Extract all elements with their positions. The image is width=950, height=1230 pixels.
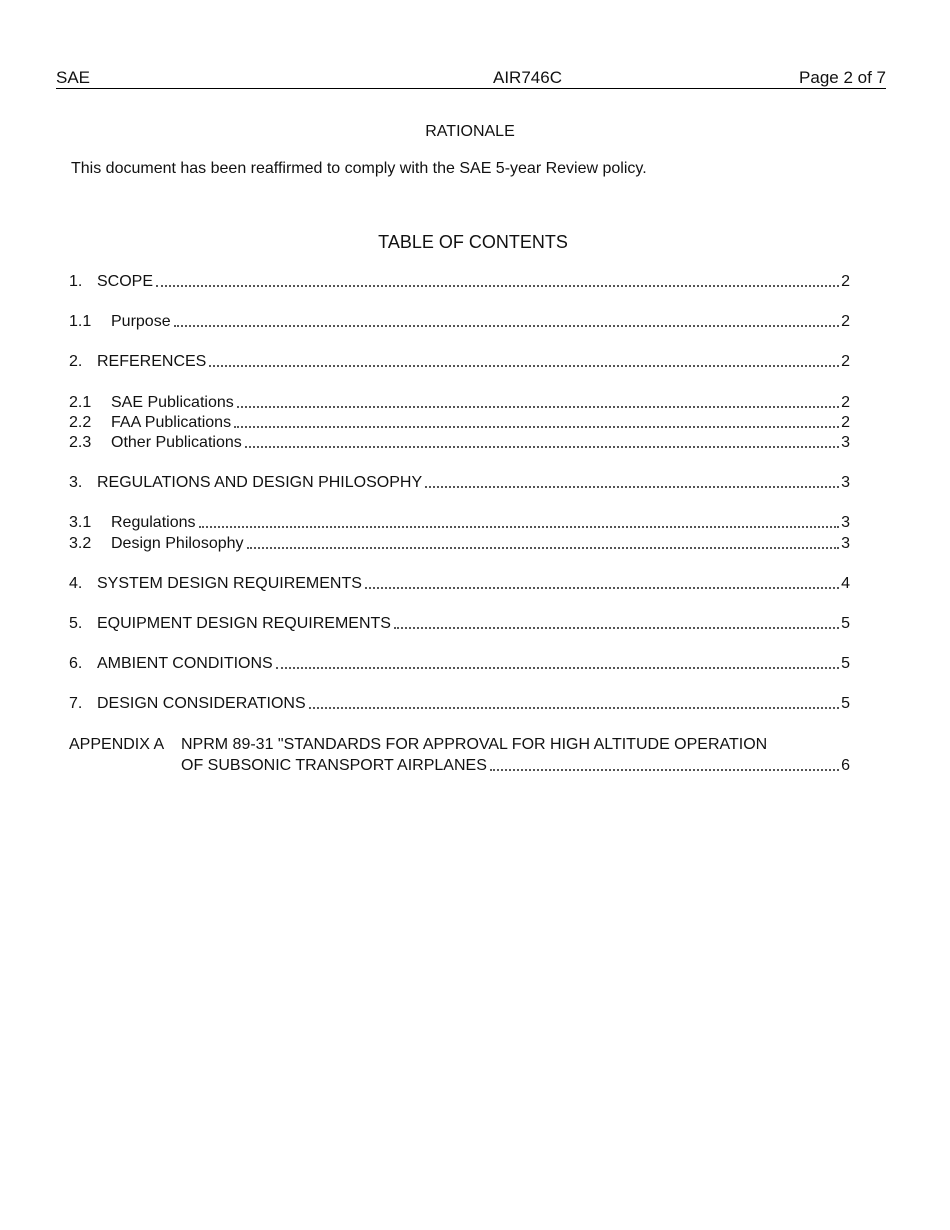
toc-entry[interactable]: [69, 473, 850, 493]
rationale-text: This document has been reaffirmed to comply with the SAE 5-year Review policy.: [71, 160, 647, 177]
toc-entry-number: 1.1: [69, 313, 92, 330]
toc-dot-leader: [247, 547, 840, 549]
toc-entry-label: SCOPE: [97, 273, 154, 290]
toc-entry-page: 2: [841, 313, 850, 330]
header-organization: SAE: [56, 68, 91, 87]
toc-entry[interactable]: [69, 352, 850, 372]
toc-dot-leader: [156, 285, 839, 287]
toc-entry[interactable]: [69, 393, 850, 413]
toc-entry-label: REFERENCES: [97, 353, 207, 370]
header-page-number: Page 2 of 7: [799, 68, 886, 87]
toc-dot-leader: [490, 769, 839, 771]
toc-entry-number: 2.1: [69, 394, 92, 411]
toc-entry[interactable]: [69, 654, 850, 674]
toc-entry[interactable]: [69, 272, 850, 292]
toc-entry-number: 3.1: [69, 514, 92, 531]
toc-appendix-title-line1: NPRM 89-31 "STANDARDS FOR APPROVAL FOR HIGH ALTITUDE OPERATION: [181, 736, 768, 753]
toc-dot-leader: [365, 587, 839, 589]
toc-dot-leader: [425, 486, 839, 488]
toc-entry-number: 6.: [69, 655, 83, 672]
toc-entry-number: 2.2: [69, 414, 92, 431]
toc-entry-number: 3.2: [69, 535, 92, 552]
toc-appendix-entry[interactable]: [69, 735, 767, 755]
toc-dot-leader: [394, 627, 839, 629]
toc-entry-number: 3.: [69, 474, 83, 491]
toc-entry-number: 1.: [69, 273, 83, 290]
toc-entry-label: EQUIPMENT DESIGN REQUIREMENTS: [97, 615, 391, 632]
toc-entry[interactable]: [69, 433, 850, 453]
toc-entry-page: 6: [841, 757, 850, 774]
toc-dot-leader: [209, 365, 839, 367]
toc-entry[interactable]: [69, 574, 850, 594]
toc-entry-number: 5.: [69, 615, 83, 632]
toc-appendix-prefix: APPENDIX A: [69, 736, 165, 753]
toc-dot-leader: [234, 426, 839, 428]
toc-entry-label: AMBIENT CONDITIONS: [97, 655, 273, 672]
toc-entry-number: 2.3: [69, 434, 92, 451]
page-header: [56, 68, 886, 89]
toc-entry-number: 2.: [69, 353, 83, 370]
header-document-number: AIR746C: [493, 68, 562, 87]
toc-entry-label: Other Publications: [111, 434, 242, 451]
toc-entry-page: 5: [841, 655, 850, 672]
toc-entry-number: 7.: [69, 695, 83, 712]
toc-dot-leader: [276, 667, 839, 669]
toc-entry[interactable]: [69, 694, 850, 714]
toc-appendix-title-line2: OF SUBSONIC TRANSPORT AIRPLANES: [181, 757, 487, 774]
toc-entry-page: 2: [841, 353, 850, 370]
toc-entry[interactable]: [69, 614, 850, 634]
toc-entry-page: 3: [841, 434, 850, 451]
toc-entry-label: REGULATIONS AND DESIGN PHILOSOPHY: [97, 474, 423, 491]
toc-dot-leader: [237, 406, 839, 408]
toc-dot-leader: [309, 707, 839, 709]
toc-entry[interactable]: [69, 534, 850, 554]
toc-entry-page: 2: [841, 273, 850, 290]
toc-entry-label: Regulations: [111, 514, 196, 531]
toc-entry-page: 4: [841, 575, 850, 592]
toc-entry-label: DESIGN CONSIDERATIONS: [97, 695, 306, 712]
toc-entry-label: SYSTEM DESIGN REQUIREMENTS: [97, 575, 362, 592]
toc-entry-label: SAE Publications: [111, 394, 234, 411]
toc-heading: TABLE OF CONTENTS: [378, 232, 568, 252]
toc-entry-page: 5: [841, 615, 850, 632]
toc-entry-label: FAA Publications: [111, 414, 232, 431]
toc-dot-leader: [199, 526, 840, 528]
toc-entry-page: 2: [841, 414, 850, 431]
toc-dot-leader: [245, 446, 839, 448]
toc-entry-page: 3: [841, 535, 850, 552]
rationale-heading: RATIONALE: [425, 123, 515, 140]
toc-dot-leader: [174, 325, 840, 327]
toc-entry[interactable]: [69, 513, 850, 533]
toc-entry-page: 2: [841, 394, 850, 411]
toc-entry-label: Design Philosophy: [111, 535, 244, 552]
toc-entry[interactable]: [69, 312, 850, 332]
toc-entry-label: Purpose: [111, 313, 171, 330]
toc-appendix-entry-continued[interactable]: [181, 756, 850, 776]
toc-entry[interactable]: [69, 413, 850, 433]
toc-entry-page: 5: [841, 695, 850, 712]
toc-entry-number: 4.: [69, 575, 83, 592]
toc-entry-page: 3: [841, 514, 850, 531]
toc-entry-page: 3: [841, 474, 850, 491]
